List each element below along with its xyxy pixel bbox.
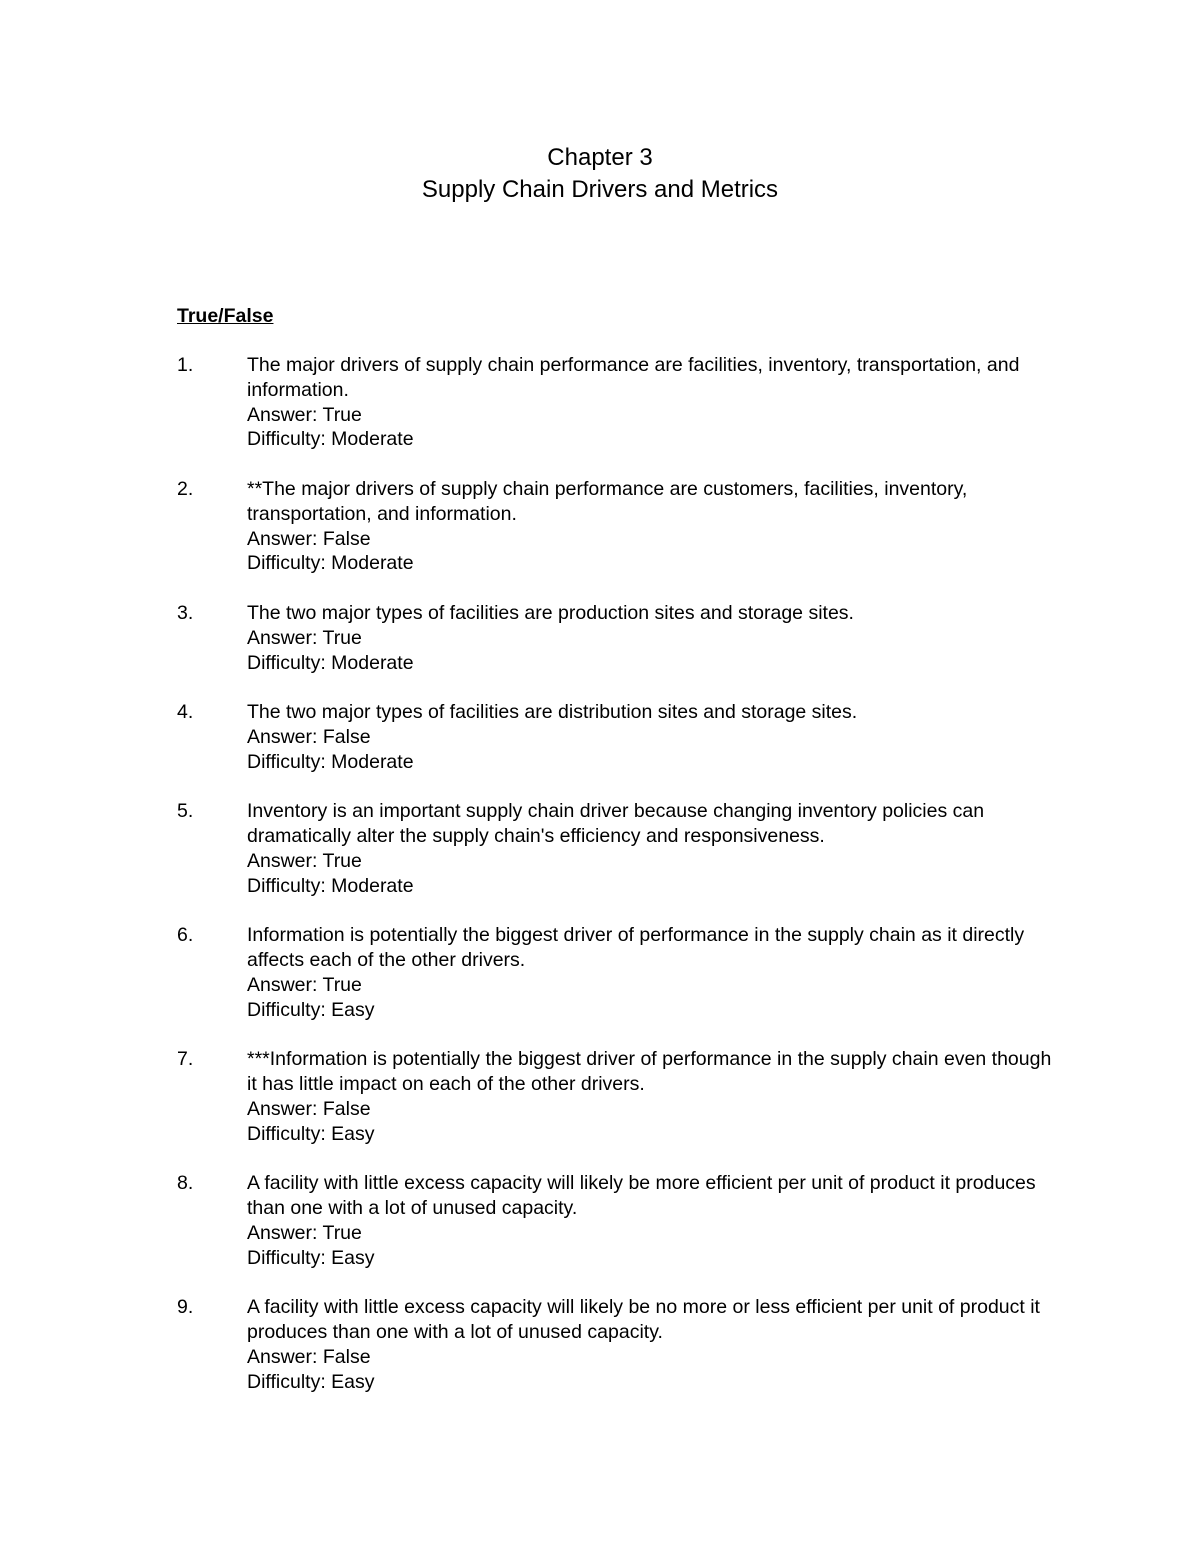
question-number: 2.	[177, 477, 194, 500]
question-answer: Answer: True	[247, 849, 362, 872]
question-text: The major drivers of supply chain performance are facilities, inventory, transportation, and information.	[247, 354, 1020, 401]
question-number: 3.	[177, 601, 194, 624]
question-text: The two major types of facilities are distribution sites and storage sites.	[247, 701, 858, 724]
question-text: Inventory is an important supply chain driver because changing inventory policies can dramatically alter the supply chain's efficiency and responsiveness.	[247, 800, 985, 848]
question-difficulty: Difficulty: Easy	[247, 1370, 375, 1393]
question-item	[177, 923, 1057, 1022]
question-list	[177, 353, 1057, 1419]
question-text: Information is potentially the biggest driver of performance in the supply chain as it directly affects each of the other drivers.	[247, 924, 1025, 972]
question-answer: Answer: False	[247, 725, 371, 748]
question-answer: Answer: False	[247, 1345, 371, 1368]
question-text: A facility with little excess capacity will likely be no more or less efficient per unit of product it produces than one with a lot of unused capacity.	[247, 1296, 1040, 1344]
question-number: 5.	[177, 800, 194, 823]
question-difficulty: Difficulty: Easy	[247, 998, 375, 1021]
question-difficulty: Difficulty: Moderate	[247, 552, 414, 575]
question-difficulty: Difficulty: Moderate	[247, 651, 414, 674]
question-number: 1.	[177, 354, 194, 376]
question-answer: Answer: True	[247, 626, 362, 649]
question-text: A facility with little excess capacity will likely be more efficient per unit of product it produces than one with a lot of unused capacity.	[247, 1172, 1036, 1220]
question-item	[177, 799, 1057, 898]
question-item	[177, 601, 1057, 675]
question-answer: Answer: True	[247, 403, 362, 426]
question-answer: Answer: False	[247, 1097, 371, 1120]
section-heading: True/False	[177, 305, 274, 327]
question-answer: Answer: False	[247, 527, 371, 550]
question-number: 8.	[177, 1172, 194, 1195]
question-number: 4.	[177, 701, 194, 724]
question-difficulty: Difficulty: Easy	[247, 1246, 375, 1269]
question-item	[177, 1295, 1057, 1394]
question-item	[177, 1171, 1057, 1270]
question-number: 9.	[177, 1296, 194, 1319]
question-item	[177, 477, 1057, 576]
question-item	[177, 1047, 1057, 1146]
question-answer: Answer: True	[247, 1221, 362, 1244]
title-block	[0, 142, 1200, 206]
page-title: Supply Chain Drivers and Metrics	[421, 176, 779, 203]
question-difficulty: Difficulty: Moderate	[247, 750, 414, 773]
question-text: The two major types of facilities are production sites and storage sites.	[247, 601, 854, 624]
chapter-title: Chapter 3	[547, 144, 653, 171]
question-number: 7.	[177, 1048, 194, 1071]
question-text: **The major drivers of supply chain performance are customers, facilities, inventory, transportation, and information.	[247, 477, 968, 525]
question-difficulty: Difficulty: Moderate	[247, 874, 414, 897]
question-number: 6.	[177, 924, 194, 947]
question-answer: Answer: True	[247, 973, 362, 996]
question-item	[177, 353, 1057, 452]
question-text: ***Information is potentially the biggest driver of performance in the supply chain even though it has little impact on each of the other drivers.	[247, 1048, 1052, 1096]
question-item	[177, 700, 1057, 774]
question-difficulty: Difficulty: Moderate	[247, 428, 414, 451]
question-difficulty: Difficulty: Easy	[247, 1122, 375, 1145]
